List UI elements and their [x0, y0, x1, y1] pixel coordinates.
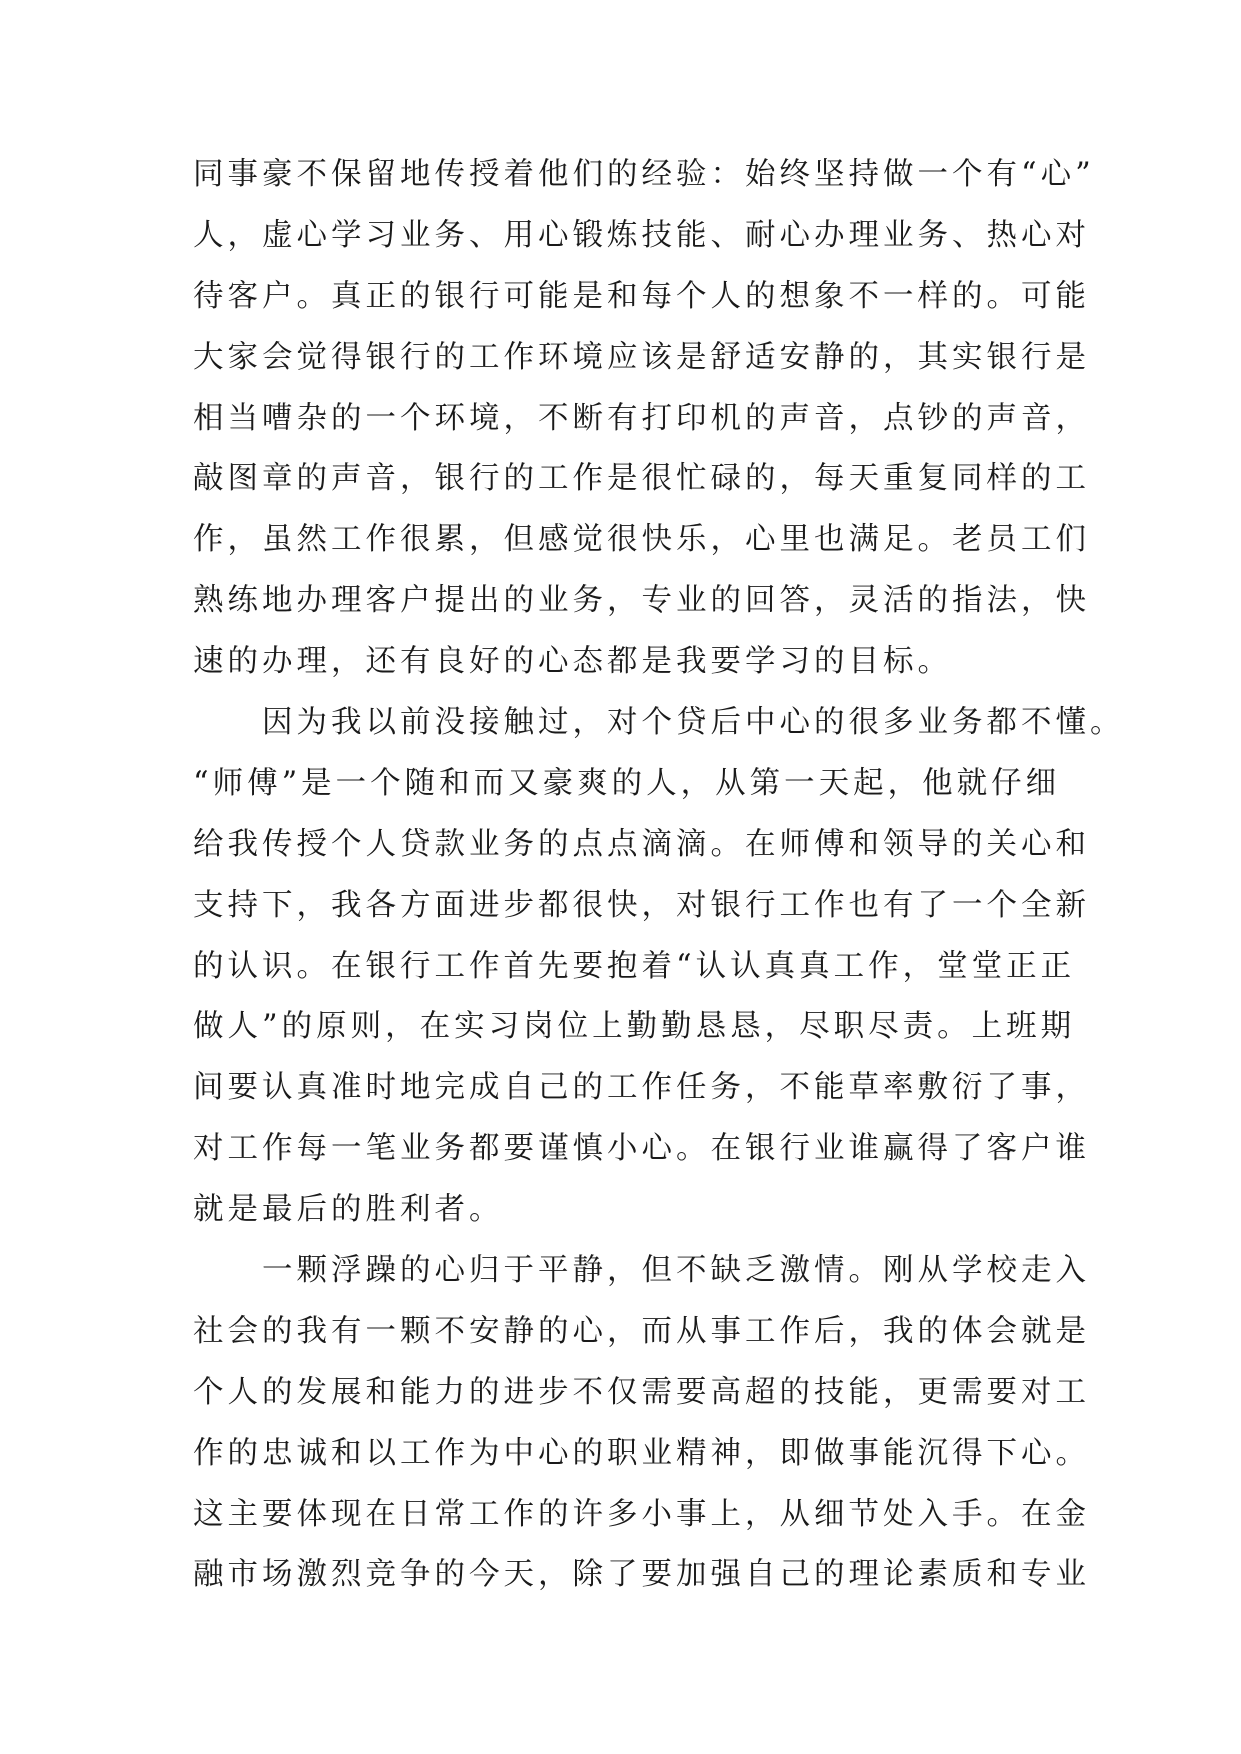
- text-line: 就是最后的胜利者。: [193, 1192, 504, 1228]
- text-line: 速的办理，还有良好的心态都是我要学习的目标。: [193, 644, 952, 680]
- text-line: 个人的发展和能力的进步不仅需要高超的技能，更需要对工: [193, 1374, 1090, 1410]
- text-line: 人，虚心学习业务、用心锻炼技能、耐心办理业务、热心对: [193, 217, 1090, 253]
- text-line: 这主要体现在日常工作的许多小事上，从细节处入手。在金: [193, 1496, 1090, 1532]
- paragraph: [193, 145, 1095, 693]
- text-line: 敲图章的声音，银行的工作是很忙碌的，每天重复同样的工: [193, 461, 1090, 497]
- text-line: 社会的我有一颗不安静的心，而从事工作后，我的体会就是: [193, 1313, 1090, 1349]
- text-line: 同事豪不保留地传授着他们的经验：始终坚持做一个有“心”: [193, 157, 1095, 192]
- text-line: 因为我以前没接触过，对个贷后中心的很多业务都不懂。: [193, 705, 1125, 741]
- text-line: “师傅”是一个随和而又豪爽的人，从第一天起，他就仔细: [193, 765, 1061, 801]
- text-line: 熟练地办理客户提出的业务，专业的回答，灵活的指法，快: [193, 583, 1090, 619]
- text-line: 融市场激烈竞争的今天，除了要加强自己的理论素质和专业: [193, 1557, 1090, 1593]
- document-body: [193, 145, 1125, 1606]
- text-line: 相当嘈杂的一个环境，不断有打印机的声音，点钞的声音，: [193, 400, 1090, 436]
- text-line: 待客户。真正的银行可能是和每个人的想象不一样的。可能: [193, 278, 1090, 314]
- text-line: 给我传授个人贷款业务的点点滴滴。在师傅和领导的关心和: [193, 826, 1090, 862]
- paragraph: [193, 693, 1125, 1241]
- text-line: 做人”的原则，在实习岗位上勤勤恳恳，尽职尽责。上班期: [193, 1009, 1076, 1045]
- text-line: 间要认真准时地完成自己的工作任务，不能草率敷衍了事，: [193, 1070, 1090, 1106]
- text-line: 作，虽然工作很累，但感觉很快乐，心里也满足。老员工们: [193, 522, 1090, 558]
- text-line: 大家会觉得银行的工作环境应该是舒适安静的，其实银行是: [193, 339, 1090, 375]
- text-line: 作的忠诚和以工作为中心的职业精神，即做事能沉得下心。: [193, 1435, 1090, 1471]
- text-line: 支持下，我各方面进步都很快，对银行工作也有了一个全新: [193, 887, 1090, 923]
- text-line: 一颗浮躁的心归于平静，但不缺乏激情。刚从学校走入: [193, 1253, 1090, 1289]
- paragraph: [193, 1241, 1090, 1606]
- text-line: 对工作每一笔业务都要谨慎小心。在银行业谁赢得了客户谁: [193, 1131, 1090, 1167]
- text-line: 的认识。在银行工作首先要抱着“认认真真工作，堂堂正正: [193, 948, 1076, 984]
